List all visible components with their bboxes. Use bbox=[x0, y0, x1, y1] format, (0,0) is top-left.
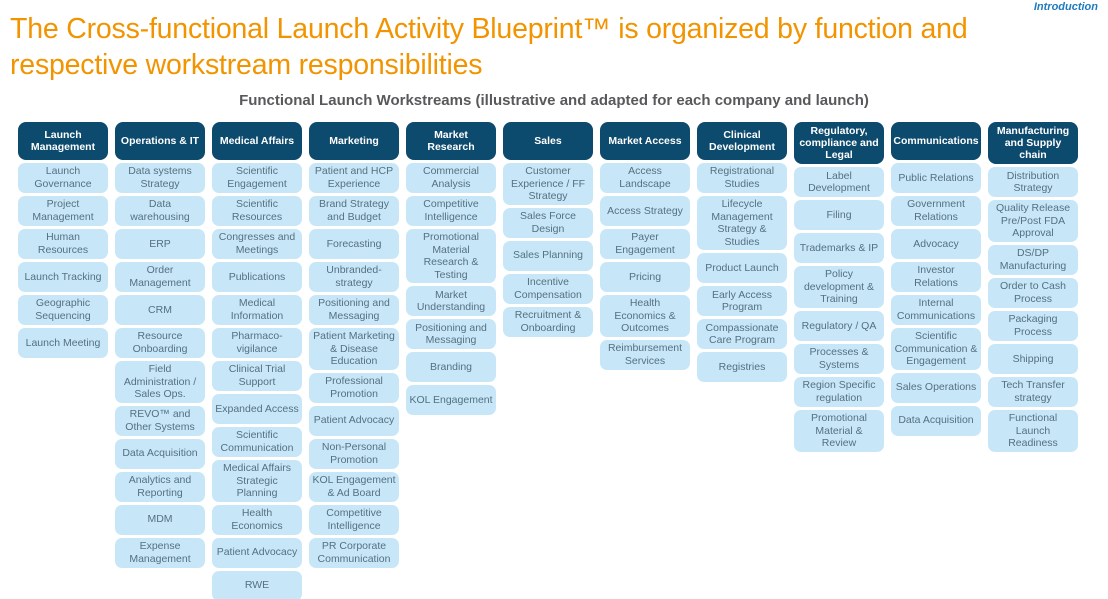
workstream-item: Data warehousing bbox=[115, 196, 205, 226]
column-clinical-development bbox=[697, 122, 787, 382]
workstream-item: PR Corporate Communication bbox=[309, 538, 399, 568]
column-header: Operations & IT bbox=[115, 122, 205, 160]
subtitle: Functional Launch Workstreams (illustrative and adapted for each company and launch) bbox=[239, 92, 869, 109]
workstream-item: Trademarks & IP bbox=[794, 233, 884, 263]
workstream-item: REVO™ and Other Systems bbox=[115, 406, 205, 436]
workstream-item: DS/DP Manufacturing bbox=[988, 245, 1078, 275]
workstream-item: Competitive Intelligence bbox=[309, 505, 399, 535]
column-operations-it bbox=[115, 122, 205, 568]
column-header: Market Research bbox=[406, 122, 496, 160]
workstream-item: Positioning and Messaging bbox=[406, 319, 496, 349]
workstream-item: Scientific Communication bbox=[212, 427, 302, 457]
workstream-item: KOL Engagement & Ad Board bbox=[309, 472, 399, 502]
workstream-item: Pharmaco-vigilance bbox=[212, 328, 302, 358]
workstream-item: Early Access Program bbox=[697, 286, 787, 316]
column-sales bbox=[503, 122, 593, 337]
workstream-item: KOL Engagement bbox=[406, 385, 496, 415]
workstream-item: Scientific Communication & Engagement bbox=[891, 328, 981, 370]
workstream-item: Market Understanding bbox=[406, 286, 496, 316]
column-regulatory-compliance-and-legal bbox=[794, 122, 884, 452]
workstream-item: Investor Relations bbox=[891, 262, 981, 292]
workstream-item: Registries bbox=[697, 352, 787, 382]
page-title: The Cross-functional Launch Activity Blueprint™ is organized by function and respective workstream responsibilities bbox=[10, 13, 968, 81]
workstream-item: Positioning and Messaging bbox=[309, 295, 399, 325]
workstream-item: Unbranded-strategy bbox=[309, 262, 399, 292]
workstream-item: Data Acquisition bbox=[115, 439, 205, 469]
workstream-item: CRM bbox=[115, 295, 205, 325]
workstream-item: MDM bbox=[115, 505, 205, 535]
workstream-item: Packaging Process bbox=[988, 311, 1078, 341]
workstream-item: Brand Strategy and Budget bbox=[309, 196, 399, 226]
workstream-item: Distribution Strategy bbox=[988, 167, 1078, 197]
workstream-item: Product Launch bbox=[697, 253, 787, 283]
workstream-item: Order Management bbox=[115, 262, 205, 292]
workstream-item: Access Landscape bbox=[600, 163, 690, 193]
workstream-item: Sales Operations bbox=[891, 373, 981, 403]
workstream-item: Regulatory / QA bbox=[794, 311, 884, 341]
column-header: Sales bbox=[503, 122, 593, 160]
workstream-item: Label Development bbox=[794, 167, 884, 197]
workstream-item: RWE bbox=[212, 571, 302, 599]
workstream-item: Incentive Compensation bbox=[503, 274, 593, 304]
workstream-item: Competitive Intelligence bbox=[406, 196, 496, 226]
column-medical-affairs bbox=[212, 122, 302, 599]
workstream-item: Order to Cash Process bbox=[988, 278, 1078, 308]
workstream-item: Non-Personal Promotion bbox=[309, 439, 399, 469]
workstream-item: Policy development & Training bbox=[794, 266, 884, 308]
column-header: Communications bbox=[891, 122, 981, 160]
column-header: Medical Affairs bbox=[212, 122, 302, 160]
section-tag: Introduction bbox=[1033, 1, 1098, 13]
workstream-item: Promotional Material Research & Testing bbox=[406, 229, 496, 283]
workstream-item: Region Specific regulation bbox=[794, 377, 884, 407]
workstream-item: Lifecycle Management Strategy & Studies bbox=[697, 196, 787, 250]
workstream-item: Patient Marketing & Disease Education bbox=[309, 328, 399, 370]
workstream-item: Resource Onboarding bbox=[115, 328, 205, 358]
workstream-item: Compassionate Care Program bbox=[697, 319, 787, 349]
workstream-item: Filing bbox=[794, 200, 884, 230]
workstream-item: Publications bbox=[212, 262, 302, 292]
workstream-item: Geographic Sequencing bbox=[18, 295, 108, 325]
column-market-research bbox=[406, 122, 496, 415]
workstream-item: Medical Affairs Strategic Planning bbox=[212, 460, 302, 502]
workstream-item: Human Resources bbox=[18, 229, 108, 259]
column-marketing bbox=[309, 122, 399, 568]
workstream-item: Forecasting bbox=[309, 229, 399, 259]
workstream-item: Project Management bbox=[18, 196, 108, 226]
workstream-item: Scientific Engagement bbox=[212, 163, 302, 193]
workstream-item: Patient Advocacy bbox=[212, 538, 302, 568]
column-launch-management bbox=[18, 122, 108, 358]
workstream-item: Expense Management bbox=[115, 538, 205, 568]
workstream-board bbox=[18, 122, 1078, 599]
workstream-item: Sales Force Design bbox=[503, 208, 593, 238]
workstream-item: Data Acquisition bbox=[891, 406, 981, 436]
workstream-item: Public Relations bbox=[891, 163, 981, 193]
workstream-item: Reimbursement Services bbox=[600, 340, 690, 370]
workstream-item: Launch Meeting bbox=[18, 328, 108, 358]
workstream-item: Congresses and Meetings bbox=[212, 229, 302, 259]
column-header: Market Access bbox=[600, 122, 690, 160]
workstream-item: Tech Transfer strategy bbox=[988, 377, 1078, 407]
column-header: Launch Management bbox=[18, 122, 108, 160]
column-market-access bbox=[600, 122, 690, 370]
workstream-item: Health Economics bbox=[212, 505, 302, 535]
workstream-item: Professional Promotion bbox=[309, 373, 399, 403]
column-manufacturing-and-supply-chain bbox=[988, 122, 1078, 452]
workstream-item: Health Economics & Outcomes bbox=[600, 295, 690, 337]
workstream-item: Internal Communications bbox=[891, 295, 981, 325]
workstream-item: Registrational Studies bbox=[697, 163, 787, 193]
workstream-item: Quality Release Pre/Post FDA Approval bbox=[988, 200, 1078, 242]
column-communications bbox=[891, 122, 981, 436]
workstream-item: Recruitment & Onboarding bbox=[503, 307, 593, 337]
workstream-item: Access Strategy bbox=[600, 196, 690, 226]
workstream-item: Functional Launch Readiness bbox=[988, 410, 1078, 452]
workstream-item: Data systems Strategy bbox=[115, 163, 205, 193]
column-header: Marketing bbox=[309, 122, 399, 160]
workstream-item: Processes & Systems bbox=[794, 344, 884, 374]
workstream-item: ERP bbox=[115, 229, 205, 259]
workstream-item: Patient and HCP Experience bbox=[309, 163, 399, 193]
workstream-item: Launch Governance bbox=[18, 163, 108, 193]
workstream-item: Government Relations bbox=[891, 196, 981, 226]
workstream-item: Shipping bbox=[988, 344, 1078, 374]
workstream-item: Sales Planning bbox=[503, 241, 593, 271]
workstream-item: Branding bbox=[406, 352, 496, 382]
workstream-item: Pricing bbox=[600, 262, 690, 292]
workstream-item: Analytics and Reporting bbox=[115, 472, 205, 502]
workstream-item: Expanded Access bbox=[212, 394, 302, 424]
workstream-item: Field Administration / Sales Ops. bbox=[115, 361, 205, 403]
workstream-item: Patient Advocacy bbox=[309, 406, 399, 436]
workstream-item: Scientific Resources bbox=[212, 196, 302, 226]
column-header: Regulatory, compliance and Legal bbox=[794, 122, 884, 164]
workstream-item: Advocacy bbox=[891, 229, 981, 259]
workstream-item: Payer Engagement bbox=[600, 229, 690, 259]
column-header: Manufacturing and Supply chain bbox=[988, 122, 1078, 164]
workstream-item: Launch Tracking bbox=[18, 262, 108, 292]
workstream-item: Medical Information bbox=[212, 295, 302, 325]
workstream-item: Customer Experience / FF Strategy bbox=[503, 163, 593, 205]
workstream-item: Promotional Material & Review bbox=[794, 410, 884, 452]
workstream-item: Commercial Analysis bbox=[406, 163, 496, 193]
column-header: Clinical Development bbox=[697, 122, 787, 160]
workstream-item: Clinical Trial Support bbox=[212, 361, 302, 391]
